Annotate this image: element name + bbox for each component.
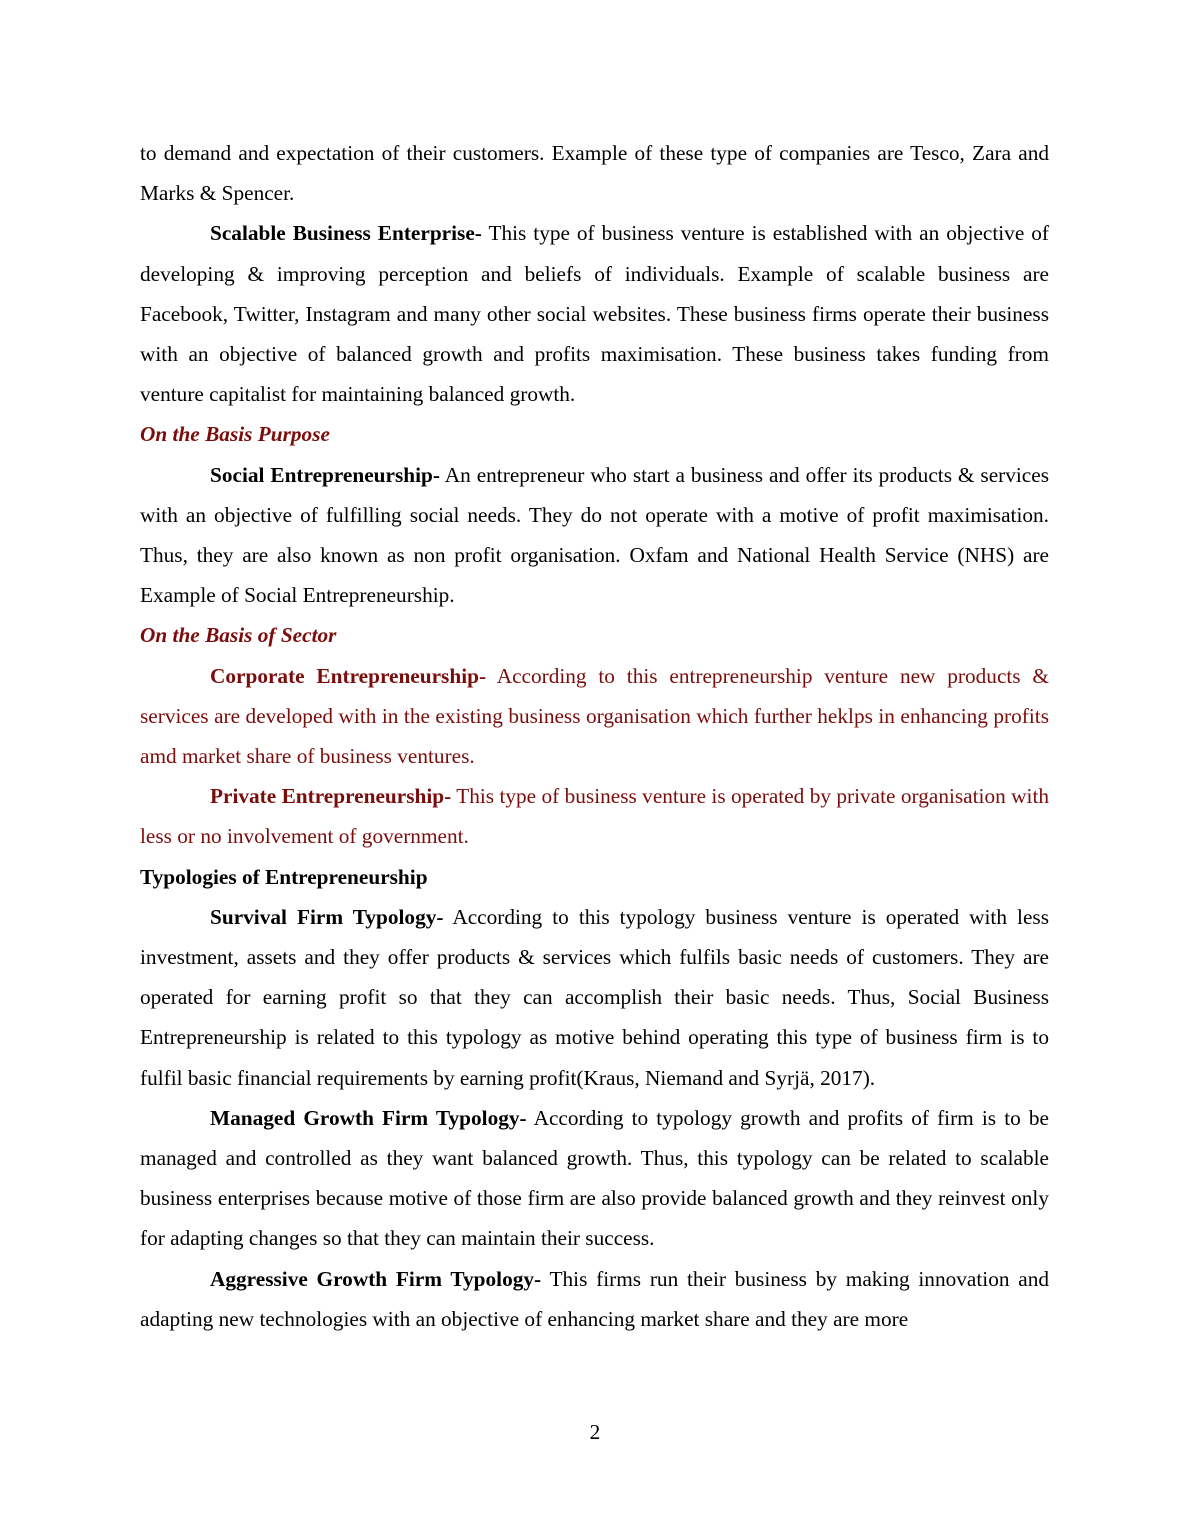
term-survival-firm: Survival Firm Typology-	[210, 904, 444, 929]
term-private-entrepreneurship: Private Entrepreneurship-	[210, 784, 452, 809]
term-social-entrepreneurship: Social Entrepreneurship-	[210, 462, 440, 487]
heading-basis-purpose: On the Basis Purpose	[140, 422, 330, 447]
text-managed-growth: According to typology growth and profits of firm is to be managed and controlled as they want balanced growth. Thus, this typology can be related to scalable business enterprises because motive of those firm are also provide balanced growth and they reinvest only for adapting changes so that they can maintain their success.	[140, 1105, 1049, 1251]
text-aggressive-growth: This firms run their business by making innovation and adapting new technologies with an objective of enhancing market share and they are more	[140, 1266, 1049, 1331]
term-scalable-business: Scalable Business Enterprise-	[210, 221, 482, 246]
paragraph-managed-growth	[140, 1098, 1049, 1259]
term-corporate-entrepreneurship: Corporate Entrepreneurship-	[210, 663, 487, 688]
paragraph-aggressive-growth	[140, 1259, 1049, 1339]
paragraph-social-entrepreneurship	[140, 455, 1049, 616]
paragraph-corporate-entrepreneurship	[140, 656, 1049, 777]
text-scalable-business: This type of business venture is established with an objective of developing & improving perception and beliefs of individuals. Example of scalable business are Facebook, Twitter, Instagram and many other social websites. These business firms operate their business with an objective of balanced growth and profits maximisation. These business takes funding from venture capitalist for maintaining balanced growth.	[140, 221, 1049, 407]
text-social-entrepreneurship: An entrepreneur who start a business and offer its products & services with an objective of fulfilling social needs. They do not operate with a motive of profit maximisation. Thus, they are also known as non profit organisation. Oxfam and National Health Service (NHS) are Example of Social Entrepreneurship.	[140, 462, 1050, 608]
term-managed-growth: Managed Growth Firm Typology-	[210, 1105, 527, 1130]
term-aggressive-growth: Aggressive Growth Firm Typology-	[210, 1266, 542, 1291]
text-survival-firm: According to this typology business venture is operated with less investment, assets and they offer products & services which fulfils basic needs of customers. They are operated for earning profit so that they can accomplish their basic needs. Thus, Social Business Entrepreneurship is related to this typology as motive behind operating this type of business firm is to fulfil basic financial requirements by earning profit(Kraus, Niemand and Syrjä, 2017).	[140, 904, 1049, 1090]
paragraph-private-entrepreneurship	[140, 776, 1049, 856]
text-private-entrepreneurship: This type of business venture is operated by private organisation with less or no involvement of government.	[140, 784, 1050, 849]
paragraph-scalable-business	[140, 213, 1049, 414]
text-corporate-entrepreneurship: According to this entrepreneurship venture new products & services are developed with in the existing business organisation which further heklps in enhancing profits amd market share of business ventures.	[140, 663, 1049, 769]
paragraph-continuation: to demand and expectation of their customers. Example of these type of companies are Tesco, Zara and Marks & Spencer.	[140, 141, 1049, 206]
paragraph-survival-firm	[140, 897, 1049, 1098]
heading-typologies: Typologies of Entrepreneurship	[140, 864, 428, 889]
page-number: 2	[589, 1420, 601, 1444]
document-body	[140, 133, 1049, 1339]
heading-basis-sector: On the Basis of Sector	[140, 623, 337, 648]
